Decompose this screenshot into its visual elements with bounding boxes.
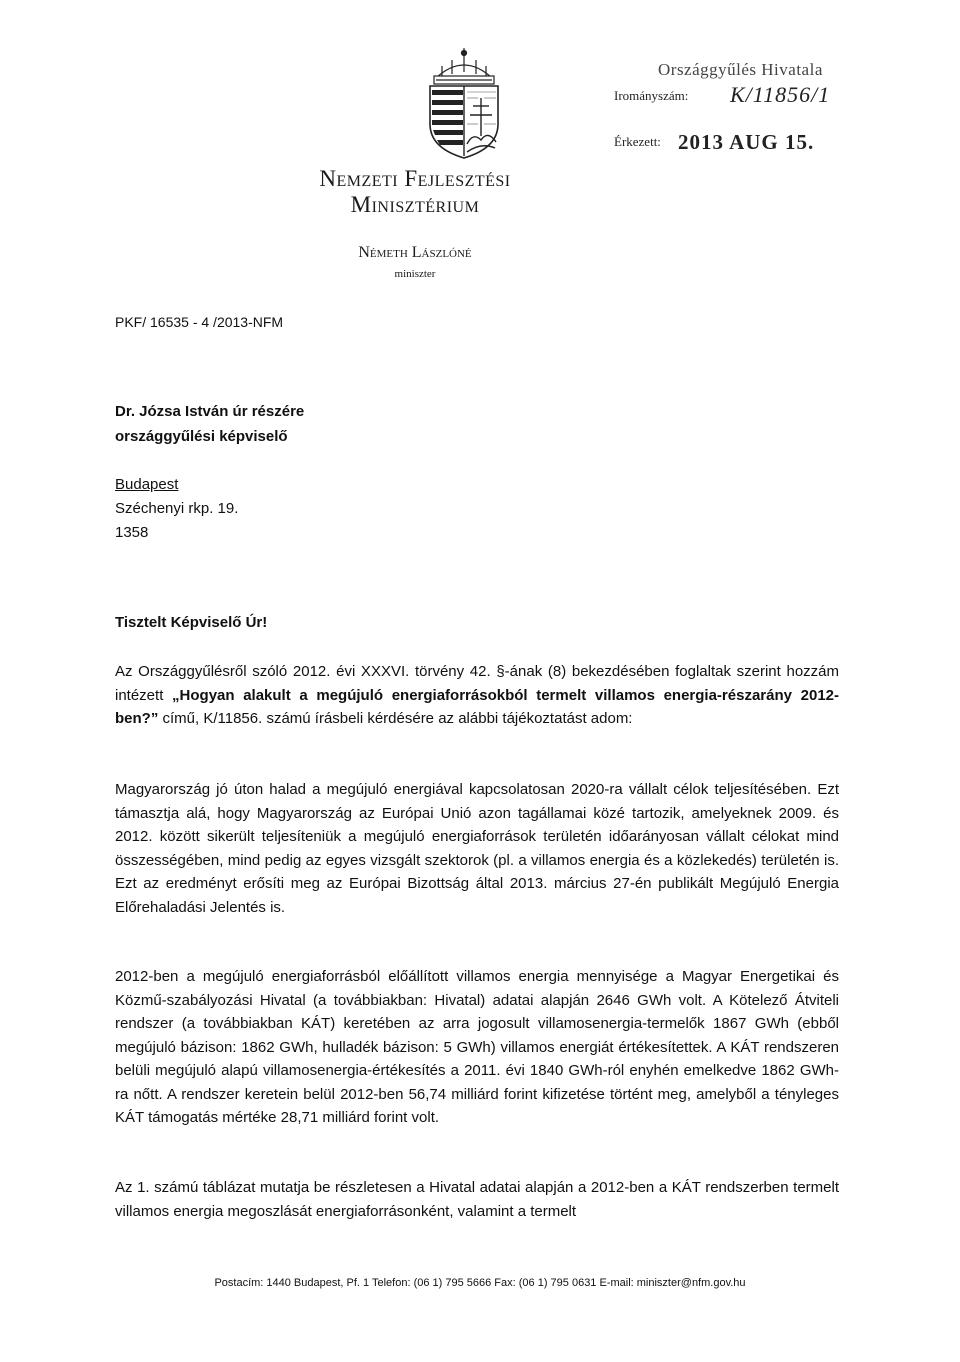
recipient-role: országgyűlési képviselő: [115, 428, 288, 445]
footer-contact: Postacím: 1440 Budapest, Pf. 1 Telefon: (06 1) 795 5666 Fax: (06 1) 795 0631 E-mail: miniszter@nfm.gov.hu: [214, 1277, 746, 1289]
stamp-received-label: Érkezett:: [614, 134, 661, 149]
registration-stamp: [606, 50, 856, 160]
recipient-name: Dr. Józsa István úr részére: [115, 403, 305, 420]
paragraph-intro-start: Az Országgyűlésről szóló 2012. évi XXXVI. törvény 42. §-ának (8) bekezdésében foglaltak szerint hozzám intézett: [115, 663, 839, 704]
coat-of-arms-icon: [418, 48, 510, 160]
ministry-name-line1: Nemzeti Fejlesztési: [319, 166, 511, 191]
stamp-received-value: 2013 AUG 15.: [678, 130, 815, 154]
recipient-zip: 1358: [115, 524, 149, 541]
paragraph-table-intro: Az 1. számú táblázat mutatja be részletesen a Hivatal adatai alapján a 2012-ben a KÁT rendszerben termelt villamos energia megoszlását energiaforrásonként, valamint a termelt: [115, 1179, 839, 1220]
salutation: Tisztelt Képviselő Úr!: [115, 614, 268, 631]
paragraph-statistics: 2012-ben a megújuló energiaforrásból előállított villamos energia mennyisége a Magyar Energetikai és Közmű-szabályozási Hivatal (a továbbiakban: Hivatal) adatai alapján 2646 GWh volt. A Kötelező Átviteli rendszer (a továbbiakban KÁT) keretében az arra jogosult villamosenergia-termelők 1867 GWh (ebből megújuló bázison: 1862 GWh, hulladék bázison: 5 GWh) villamos energiát értékesítettek. A KÁT rendszeren belüli megújuló alapú villamosenergia-értékesítés a 2011. évi 1840 GWh-ról enyhén emelkedve 1862 GWh-ra nőtt. A rendszer keretein belül 2012-ben 56,74 milliárd forint kifizetése történt meg, amelyből a tényleges KÁT támogatás mértéke 28,71 milliárd forint volt.: [115, 968, 839, 1126]
reference-number: PKF/ 16535 - 4 /2013-NFM: [115, 314, 284, 330]
recipient-city: Budapest: [115, 476, 179, 493]
stamp-reg-value: K/11856/1: [730, 82, 831, 107]
paragraph-progress: Magyarország jó úton halad a megújuló energiával kapcsolatosan 2020-ra vállalt célok teljesítésében. Ezt támasztja alá, hogy Magyarország az Európai Unió azon tagállamai közé tartozik, amelyeknek 2009. és 2012. között sikerült teljesíteniük a megújuló energiaforrások területén időarányosan vállalt célokat mind összességében, mind pedig az egyes vizsgált szektorok (pl. a villamos energia és a közlekedés) területén is. Ezt az eredményt erősíti meg az Európai Bizottság által 2013. március 27-én publikált Megújuló Energia Előrehaladási Jelentés is.: [115, 781, 839, 916]
stamp-office: Országgyűlés Hivatala: [658, 60, 823, 79]
question-title: „Hogyan alakult a megújuló energiaforrásokból termelt villamos energia-részarány 2012-ben?”: [115, 686, 840, 727]
recipient-street: Széchenyi rkp. 19.: [115, 500, 239, 517]
stamp-reg-label: Irományszám:: [614, 88, 689, 103]
minister-title: miniszter: [394, 268, 436, 280]
ministry-name-line2: Minisztérium: [350, 192, 480, 217]
paragraph-intro-end: című, K/11856. számú írásbeli kérdésére az alábbi tájékoztatást adom:: [158, 710, 633, 727]
minister-name: Németh Lászlóné: [358, 244, 472, 261]
paragraph-intro: [115, 660, 839, 731]
